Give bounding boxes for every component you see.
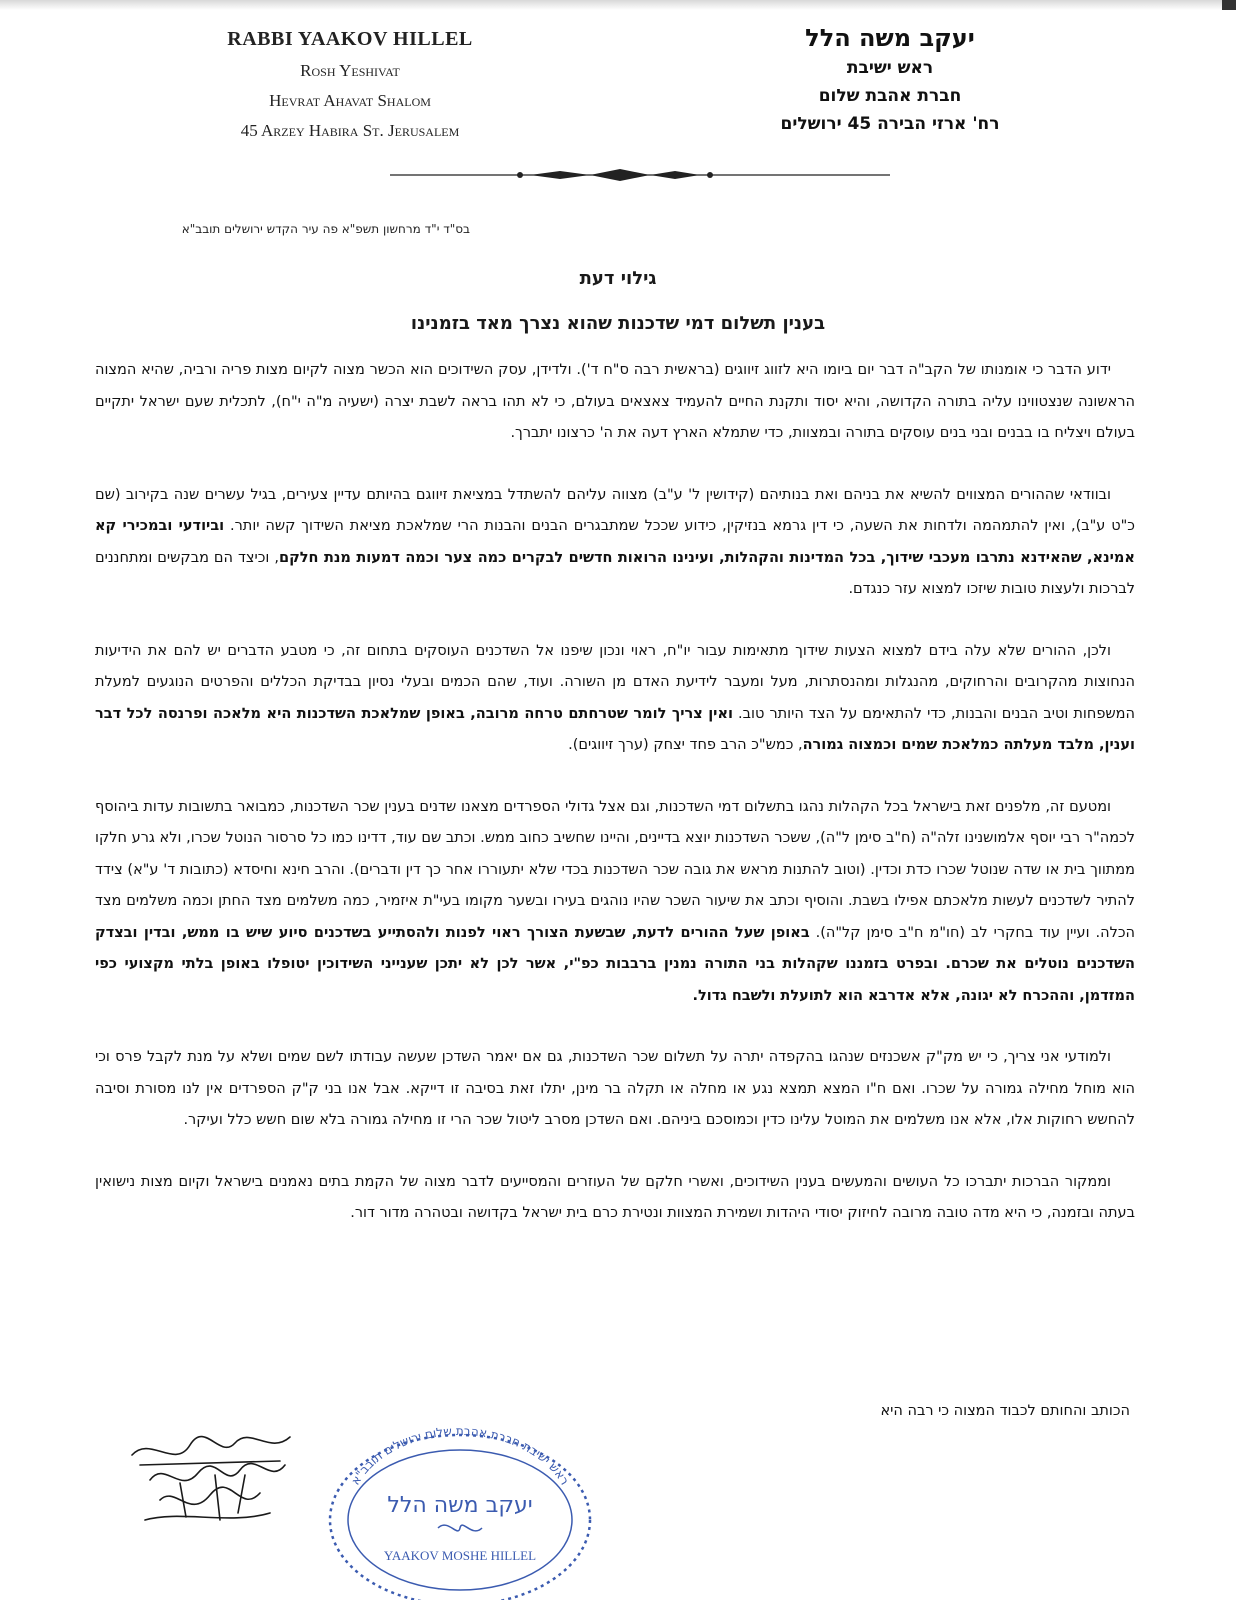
official-stamp bbox=[310, 1420, 610, 1600]
letterhead-english-line4: 45 Arzey Habira St. Jerusalem bbox=[240, 121, 460, 140]
document-subtitle: בענין תשלום דמי שדכנות שהוא נצרך מאד בזמנינו bbox=[410, 313, 826, 334]
paragraph-3-text-c: , כמש"כ הרב פחד יצחק (ערך זיווגים). bbox=[568, 737, 803, 753]
paragraph-6: וממקור הברכות יתברכו כל העושים והמעשים בענין השידוכים, ואשרי חלקם של העוזרים והמסייעים לדבר מצוה של הקמת בתים נאמנים בישראל וקיום מצות נישואין בעתה ובזמנה, כי היא מדה טובה מרובה לחיזוק יסודי היהדות ושמירת המצוות ונטירת כרם בית ישראל בקדושה ובטהרה מדור דור. bbox=[95, 1173, 1135, 1221]
letterhead-hebrew bbox=[740, 24, 1040, 134]
letterhead-hebrew-name: יעקב משה הלל bbox=[805, 24, 975, 52]
letterhead-hebrew-line4: רח' ארזי הבירה 45 ירושלים bbox=[780, 114, 1000, 134]
paragraph-3 bbox=[95, 636, 1135, 762]
scan-corner-mark bbox=[1222, 0, 1236, 10]
paragraph-5: ולמודעי אני צריך, כי יש מק"ק אשכנזים שנהגו בהקפדה יתרה על תשלום שכר השדכנות, גם אם יאמר השדכן שעשה עבודתו לשם שמים ושלא על מנת לקבל פרס וכי הוא מוחל מחילה גמורה על שכרו. ואם ח"ו המצא תמצא נגע או מחלה או תקלה בר מינן, יתלו זאת בסיבה זו דייקא. אבל אנו בני ק"ק הספרדים אין לנו מסורת וסיבה להחשש רחוקות אלו, אלא אנו משלמים את המוטל עלינו כדין וכמוסכם ביניהם. ואם השדכן מסרב ליטול שכר הרי זו מחילה גמורה בלא שום חשש כלל ועיקר. bbox=[95, 1049, 1135, 1128]
letter-body bbox=[95, 355, 1135, 1260]
ornament-divider bbox=[390, 166, 890, 184]
stamp-center-english: YAAKOV MOSHE HILLEL bbox=[383, 1548, 537, 1563]
letterhead-hebrew-line2: ראש ישיבת bbox=[846, 58, 934, 78]
paragraph-1: ידוע הדבר כי אומנותו של הקב"ה דבר יום ביומו היא לזווג זיווגים (בראשית רבה ס"ח ד'). ולדידן, עסק השידוכים הוא הכשר מצוה לקיום מצות פריה ורביה, שהיא המצוה הראשונה שנצטווינו עליה בתורה הקדושה, והיא יסוד ותקנת החיים להעמיד צאצאים בעולם, כי לא תהו בראה לשבת יצרה (ישעיה מ"ה י"ח), לתכלית שעם ישראל יתקיים בעולם ויצליח בו בבנים ובני בנים עוסקים בתורה ובמצוות, כדי שתמלא הארץ דעה את ה' כרצונו יתברך. bbox=[95, 362, 1135, 441]
letterhead-english-line2: Rosh Yeshivat bbox=[300, 61, 400, 80]
paragraph-2-text-c: , וכיצד הם מבקשים ומתחננים לברכות ולעצות טובות שיזכו למצוא עזר כנגדם. bbox=[95, 549, 1135, 597]
paragraph-2-bold: וביודעי ובמכירי קא אמינא, שהאידנא נתרבו מעכבי שידוך, בכל המדינות והקהלות, ועינינו הרואות חדשים לבקרים כמה צער וכמה דמעות מנת חלקם bbox=[95, 518, 1135, 566]
closing-line: הכותב והחותם לכבוד המצוה כי רבה היא bbox=[880, 1403, 1130, 1419]
handwritten-signature bbox=[120, 1425, 300, 1535]
letterhead-english-line3: Hevrat Ahavat Shalom bbox=[269, 91, 431, 110]
paragraph-4 bbox=[95, 792, 1135, 1013]
paragraph-4-bold: באופן שעל ההורים לדעת, שבשעת הצורך ראוי לפנות ולהסתייע בשדכנים סיוע שיש בו ממש, ובדין ובצדק השדכנים נוטלים את שכרם. ובפרט בזמננו שקהלות בני התורה נמנין ברבבות כפ"י, אשר לכן לא יתכן שענייני השידוכין יטופלו באופן בלתי מקצועי כפי המזדמן, וההכרח לא יגונה, אלא אדרבא הוא לתועלת ולשבח גדול. bbox=[95, 924, 1135, 1004]
letterhead-english bbox=[200, 28, 500, 141]
date-line: בס"ד י"ד מרחשון תשפ"א פה עיר הקדש ירושלים תובב"א bbox=[181, 222, 470, 236]
letterhead-english-name: RABBI YAAKOV HILLEL bbox=[227, 28, 473, 50]
letterhead-hebrew-line3: חברת אהבת שלום bbox=[818, 86, 962, 106]
stamp-center-hebrew: יעקב משה הלל bbox=[387, 1493, 533, 1518]
paragraph-2 bbox=[95, 480, 1135, 606]
paragraph-3-text-a: ולכן, ההורים שלא עלה בידם למצוא הצעות שידוך מתאימות עבור יו"ח, ראוי ונכון שיפנו אל השדכנים העוסקים בתחום זה, כי מטבע הדברים יש להם את הידיעות הנחוצות מהקרובים והרחוקים, מהנגלות ומהנסתרות, מעל ומעבר לידיעת האדם מן השורה. ועוד, שהם הכמים ובעלי נסיון בבדיקת הכללים והפרטים הנוגעים למעלת המשפחות וטיב הבנים והבנות, כדי להתאימם על הצד היותר טוב. bbox=[95, 642, 1135, 722]
stamp-ring-text: ראש ישיבת חברת אהבת שלום ירושלים תובב"א bbox=[348, 1423, 572, 1488]
paragraph-2-text-a: ובוודאי שההורים המצווים להשיא את בניהם ואת בנותיהם (קידושין ל' ע"ב) מצווה עליהם להשתדל במציאת זיווגם בהיותם עדיין צעירים, בגיל עשרים שנה בקירוב (שם כ"ט ע"ב), ואין להתמהמה ולדחות את השעה, כי דין גרמא בנזיקין, כידוע שככל שמתבגרים הבנים והבנות הרי שמלאכת מציאת השידוך קשה יותר. bbox=[95, 486, 1135, 534]
paragraph-4-text-a: ומטעם זה, מלפנים זאת בישראל בכל הקהלות נהגו בתשלום דמי השדכנות, וגם אצל גדולי הספרדים מצאנו שדנים בענין שכר השדכנות, כמבואר בתשובות עדות ביהוסף לכמה"ר רבי יוסף אלמושנינו זלה"ה (ח"ב סימן ל"ה), ששכר השדכנות יוצא בדיינים, והיינו שחשיב כחוב ממש. וכתב שם עוד, דדינו כמו כל סרסור הנוטל שכרו, ולא גרע חלקו ממתווך בית או שדה שנוטל שכרו כדת וכדין. (וטוב להתנות מראש את גובה שכר השדכנות בכדי שלא יתעוררו אחר כך דין ודברים). והרב חינא וחיסדא (כתובות ד' ע"א) צידד להתיר לשדכנים לעשות מלאכתם אפילו בשבת. והוסיף וכתב את שיעור השכר שהיו נוהגים בעירו ובשער מקומו בעי"ת איזמיר, כמה משלמים מצד החתן וכמה משלמים מצד הכלה. ועיין עוד בחקרי לב (חו"מ ח"ב סימן קל"ה). bbox=[95, 798, 1136, 941]
document-title: גילוי דעת bbox=[579, 268, 657, 289]
paragraph-3-bold: ואין צריך לומר שטרחתם טרחה מרובה, באופן שמלאכת השדכנות היא מלאכה ופרנסה לכל דבר וענין, מלבד מעלתה כמלאכת שמים וכמצוה גמורה bbox=[95, 705, 1135, 753]
scan-edge bbox=[0, 0, 1236, 10]
